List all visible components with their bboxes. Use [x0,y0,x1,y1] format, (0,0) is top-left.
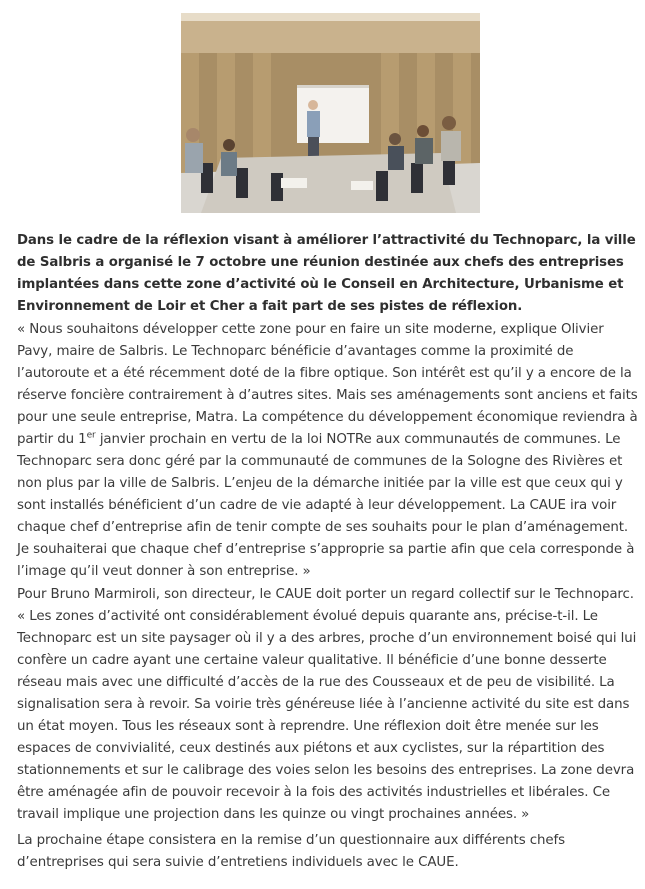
article-lead: Dans le cadre de la réflexion visant à améliorer l’attractivité du Technoparc, la ville de Salbris a organisé le 7 octobre une réunion destinée aux chefs des entreprises implantées dans cette zone d’activité où le Conseil en Architecture, Urbanisme et Environnement de Loir et Cher a fait part de ses pistes de réflexion. [17,233,636,314]
meeting-room-photo [181,13,480,213]
article-paragraph-director-quote: « Les zones d’activité ont considérablement évolué depuis quarante ans, précise-t-il. Le Technoparc est un site paysager où il y a des arbres, proche d’un environnement boisé qui lui confère un cadre ayant une certaine valeur qualitative. Il bénéficie d’une bonne desserte réseau mais avec une difficulté d’accès de la rue des Cousseaux et de peu de visibilité. La signalisation sera à revoir. Sa voirie très généreuse liée à l’ancienne activité du site est dans un état moyen. Tous les réseaux sont à reprendre. Une réflexion doit être menée sur les espaces de convivialité, ceux destinés aux piétons et aux cyclistes, sur la répartition des stationnements et sur le calibrage des voies selon les besoins des entreprises. La zone devra être aménagée afin de pouvoir recevoir à la fois des activités industrielles et libérales. Ce travail implique une projection dans les quinze ou vingt prochaines années. » [17,609,637,822]
article-paragraph-next-step: La prochaine étape consistera en la remise d’un questionnaire aux différents chefs d’entreprises qui sera suivie d’entretiens individuels avec le CAUE. [17,833,566,870]
article-body [17,230,642,874]
paragraph-text: janvier prochain en vertu de la loi NOTRe aux communautés de communes. Le Technoparc sera donc géré par la communauté de communes de la Sologne des Rivières et non plus par la ville de Salbris. L’enjeu de la démarche initiée par la ville est que ceux qui y sont installés bénéficient d’un cadre de vie adapté à leur développement. La CAUE ira voir chaque chef d’entreprise afin de tenir compte de ses souhaits pour le plan d’aménagement. Je souhaiterai que chaque chef d’entreprise s’approprie sa partie afin que cela corresponde à l’image qu’il veut donner à son entreprise. » [17,432,635,579]
article-paragraph-director-intro: Pour Bruno Marmiroli, son directeur, le CAUE doit porter un regard collectif sur le Technoparc. [17,587,634,602]
paragraph-text: « Nous souhaitons développer cette zone pour en faire un site moderne, explique Olivier Pavy, maire de Salbris. Le Technoparc bénéficie d’avantages comme la proximité de l’autoroute et a été récemment doté de la fibre optique. Son intérêt est qu’il y a encore de la réserve foncière contrairement à d’autres sites. Mais ses aménagements sont anciens et faits pour une seule entreprise, Matra. La compétence du développement économique reviendra à partir du 1 [17,322,638,447]
article-photo [181,13,480,213]
article-paragraph-mayor [17,319,642,583]
superscript: er [86,430,96,441]
